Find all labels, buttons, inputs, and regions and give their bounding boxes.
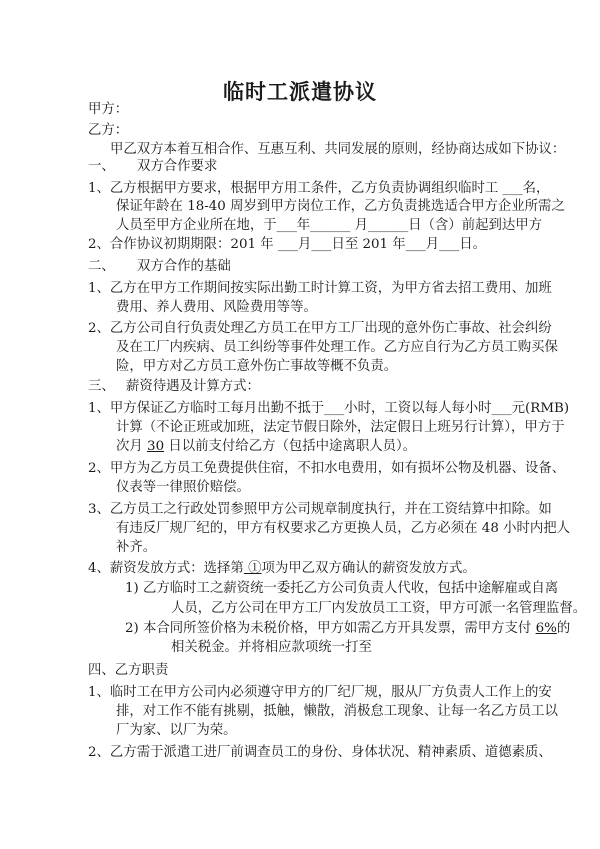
s3-item1-line3 xyxy=(116,438,416,456)
s3-option1-line1: 1) 乙方临时工之薪资统一委托乙方公司负责人代收，包括中途解雇或自离 xyxy=(125,581,559,596)
s3-item4-end: 项为甲乙双方确认的薪资发放方式。 xyxy=(261,561,476,576)
s3-option2-line1 xyxy=(125,620,570,638)
s1-item1-line3: 人员至甲方企业所在地，于___年______ 月______日（含）前起到达甲方 xyxy=(116,218,543,233)
payment-day: 30 xyxy=(147,439,165,454)
s3-item3-line1: 3、乙方员工之行政处罚参照甲方公司规章制度执行，并在工资结算中扣除。如 xyxy=(88,502,552,517)
s1-item1-line2: 保证年龄在 18-40 周岁到甲方岗位工作，乙方负责挑选适合甲方企业所需之 xyxy=(116,199,565,214)
s1-item2-line1: 2、合作协议初期期限：201 年 ___月___日至 201 年___月___日。 xyxy=(88,237,487,252)
s3-item3-line2: 有违反厂规厂纪的，甲方有权要求乙方更换人员，乙方必须在 48 小时内把人 xyxy=(116,521,571,536)
section-4-heading: 四、乙方职责 xyxy=(88,663,169,678)
s3-item1-line2: 计算（不论正班或加班，法定节假日除外，法定假日上班另行计算），甲方于 xyxy=(116,420,565,435)
section-2-number: 二、 xyxy=(88,259,115,274)
s4-item2-line1: 2、乙方需于派遣工进厂前调查员工的身份、身体状况、精神素质、道德素质、 xyxy=(88,745,552,760)
document-title: 临时工派遣协议 xyxy=(223,80,377,104)
section-1-number: 一、 xyxy=(88,159,115,174)
s3-item4-line1 xyxy=(88,560,476,578)
section-3-number: 三、 xyxy=(88,379,115,394)
s3-option2-start: 2) 本合同所签价格为未税价格，甲方如需乙方开具发票，需甲方支付 xyxy=(125,621,536,636)
s3-item3-line3: 补齐。 xyxy=(116,540,157,555)
tax-rate: 6% xyxy=(535,621,557,636)
s3-item1-line3-start: 次月 xyxy=(116,439,148,454)
s3-item1-line1: 1、甲方保证乙方临时工每月出勤不抵于___小时，工资以每人每小时___元(RMB) xyxy=(88,401,570,416)
s2-item2-line1: 2、乙方公司自行负责处理乙方员工在甲方工厂出现的意外伤亡事故、社会纠纷 xyxy=(88,321,552,336)
s4-item1-line2: 排，对工作不能有挑剔，抵触，懒散，消极怠工现象、让每一名乙方员工以 xyxy=(116,704,558,719)
s3-option1-line2: 人员，乙方公司在甲方工厂内发放员工工资，甲方可派一名管理监督。 xyxy=(171,601,587,616)
s4-item1-line3: 厂为家、以厂为荣。 xyxy=(116,723,237,738)
s3-item2-line2: 仪表等一律照价赔偿。 xyxy=(116,480,250,495)
s4-item1-line1: 1、临时工在甲方公司内必须遵守甲方的厂纪厂规，服从厂方负责人工作上的安 xyxy=(88,685,552,700)
s3-option2-line2: 相关税金。并将相应款项统一打至 xyxy=(171,640,372,655)
s2-item2-line3: 险，甲方对乙方员工意外伤亡事故等概不负责。 xyxy=(116,359,398,374)
section-1-heading: 双方合作要求 xyxy=(137,159,218,174)
party-b-label: 乙方： xyxy=(88,123,129,138)
section-3-heading: 薪资待遇及计算方式： xyxy=(126,379,260,394)
s2-item2-line2: 及在工厂内疾病、员工纠纷等事件处理工作。乙方应自行为乙方员工购买保 xyxy=(116,340,558,355)
s3-option2-end: 的 xyxy=(556,621,571,636)
s2-item1-line2: 费用、养人费用、风险费用等等。 xyxy=(116,300,317,315)
s2-item1-line1: 1、乙方在甲方工作期间按实际出勤工时计算工资，为甲方省去招工费用、加班 xyxy=(88,281,552,296)
s3-item4-start: 4、薪资发放方式：选择第 xyxy=(88,561,244,576)
preamble: 甲乙双方本着互相合作、互惠互利、共同发展的原则，经协商达成如下协议： xyxy=(110,142,566,157)
party-a-label: 甲方： xyxy=(88,102,129,117)
s3-item2-line1: 2、甲方为乙方员工免费提供住宿，不扣水电费用，如有损坏公物及机器、设备、 xyxy=(88,461,566,476)
section-2-heading: 双方合作的基础 xyxy=(137,259,231,274)
selected-option: ① xyxy=(243,561,262,576)
s1-item1-line1: 1、乙方根据甲方要求，根据甲方用工条件，乙方负责协调组织临时工 ___名， xyxy=(88,181,550,196)
s3-item1-line3-end: 日以前支付给乙方（包括中途离职人员）。 xyxy=(164,439,417,454)
